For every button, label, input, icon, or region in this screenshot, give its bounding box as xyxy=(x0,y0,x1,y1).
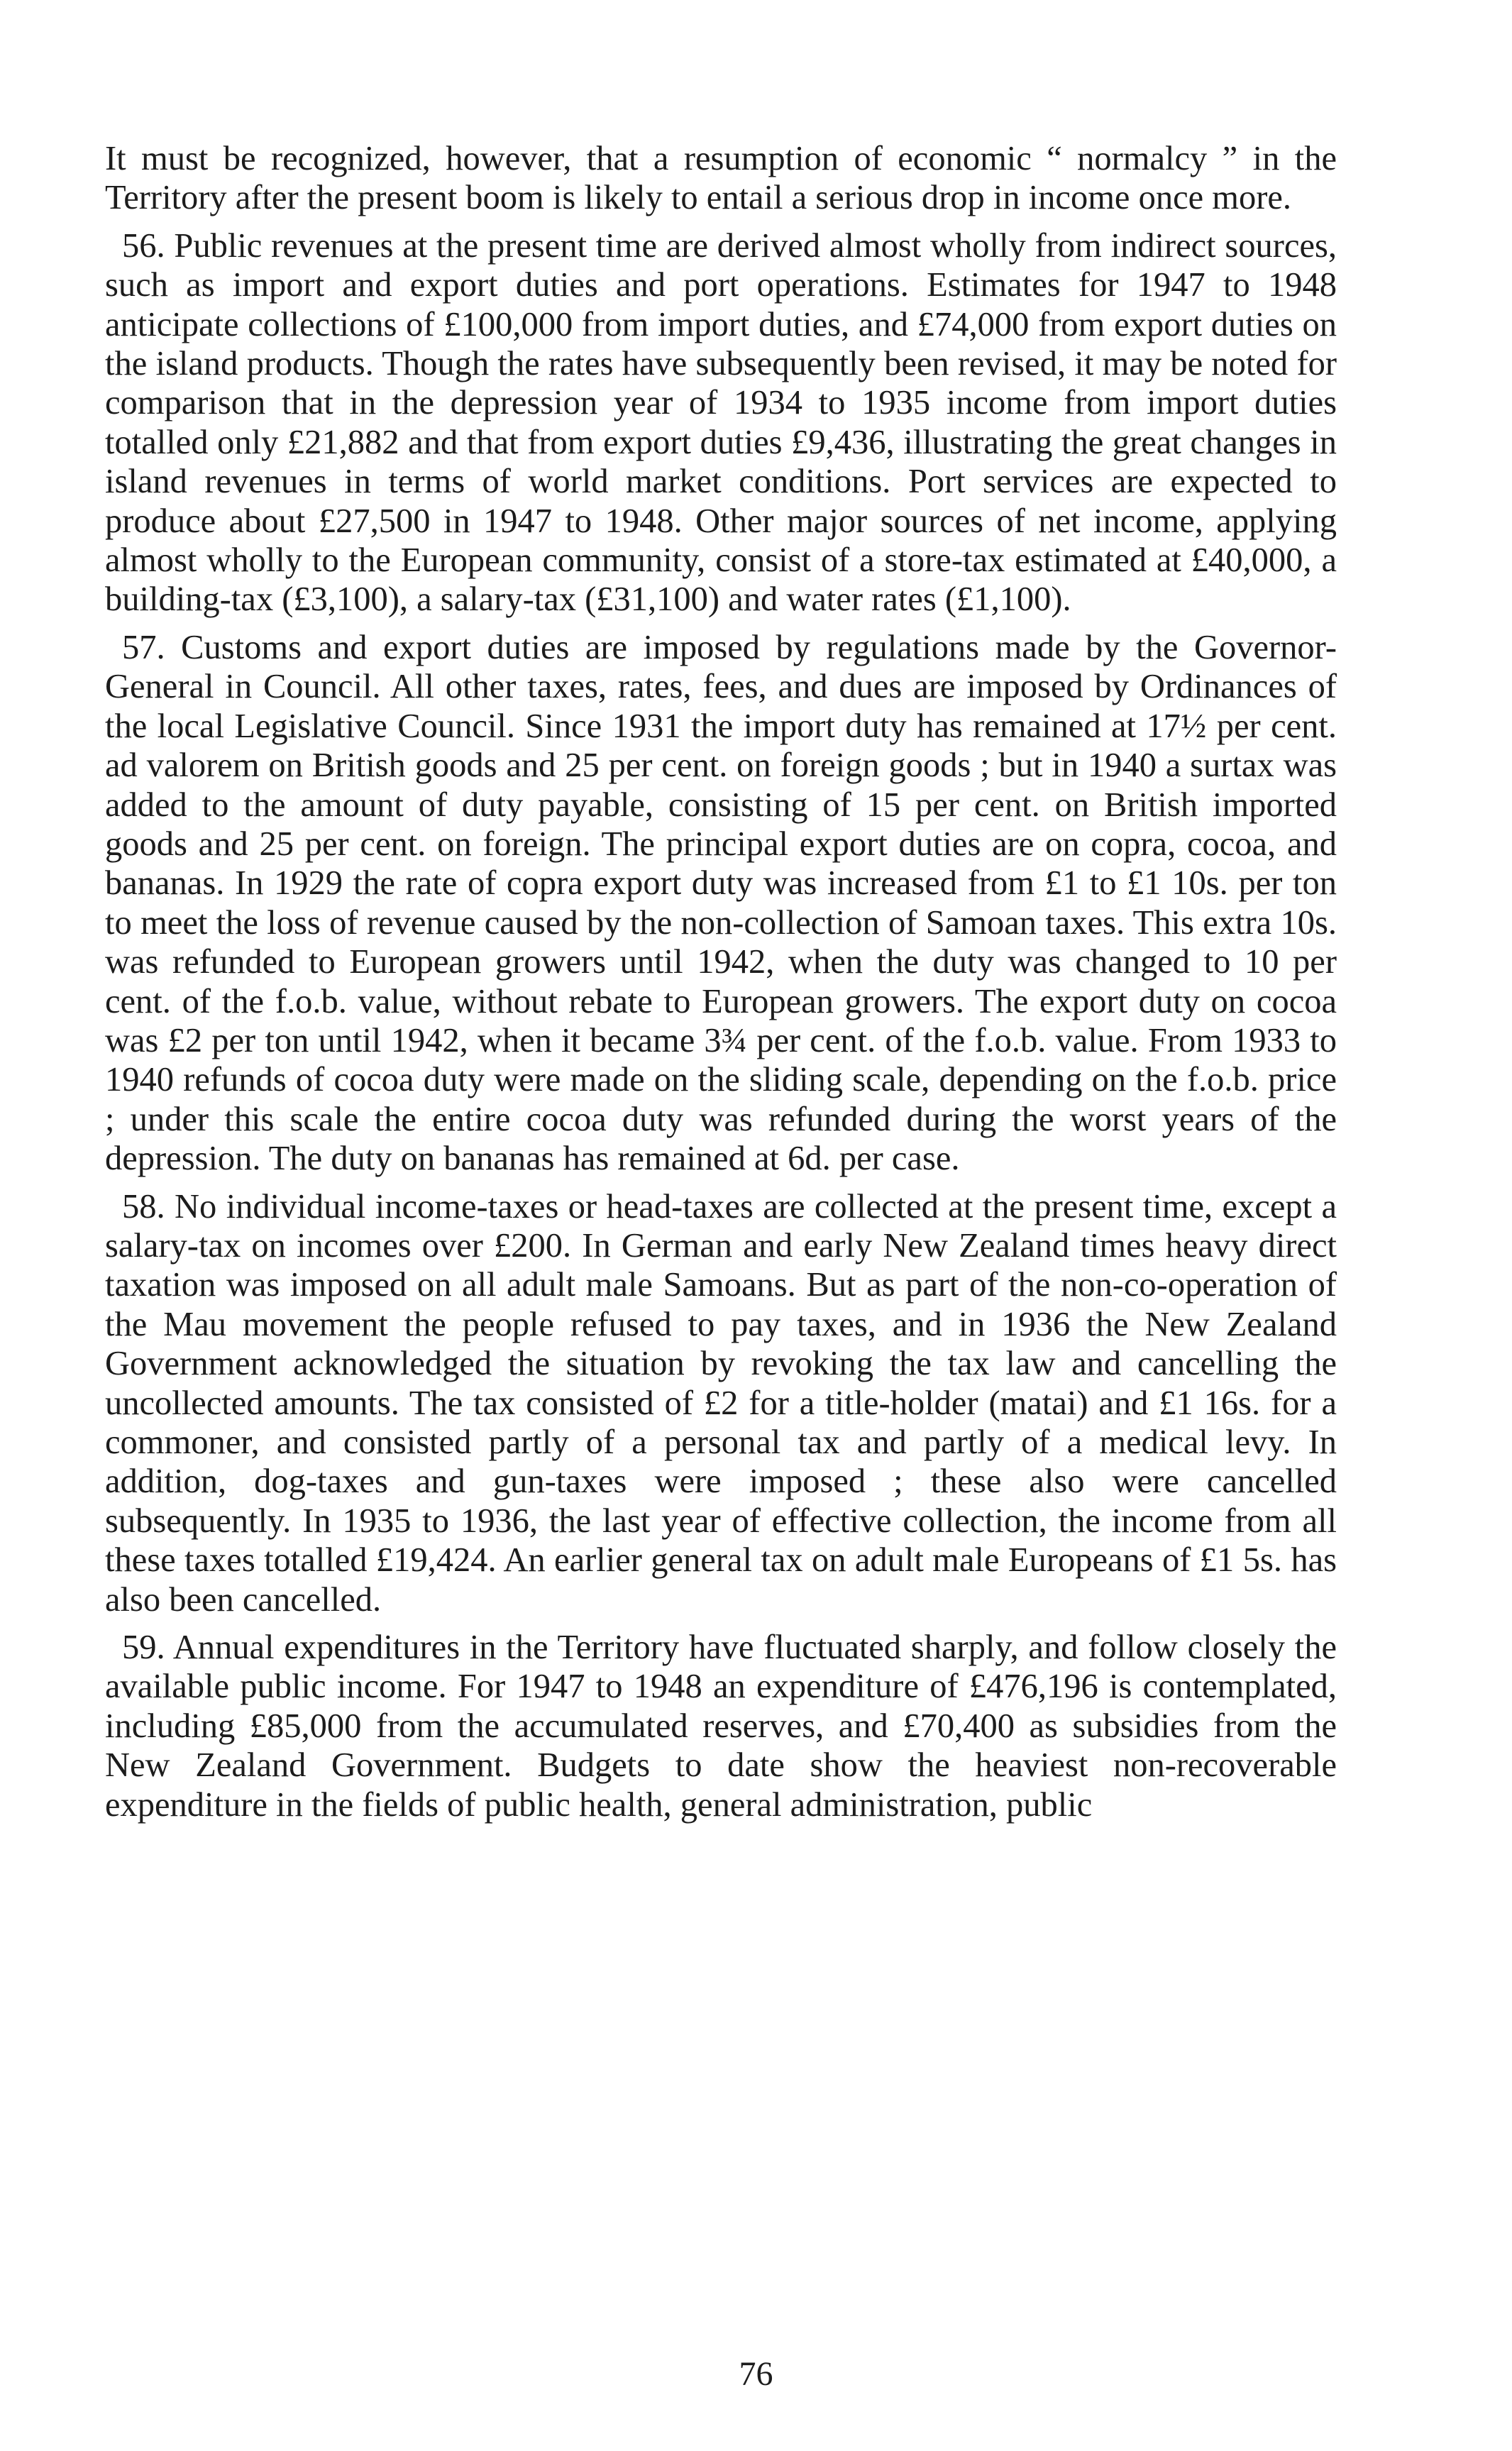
paragraph-continuation: It must be recognized, however, that a resumption of economic “ normalcy ” in the Territory after the present boom is likely to entail a serious drop in income once more. xyxy=(105,140,1337,217)
paragraph-59: 59. Annual expenditures in the Territory have fluctuated sharply, and follow closely the available public income. For 1947 to 1948 an expenditure of £476,196 is contemplated, including £85,000 from the accumulated reserves, and £70,400 as subsidies from the New Zealand Government. Budgets to date show the heaviest non-recoverable expenditure in the fields of public health, general administration, public xyxy=(105,1629,1337,1824)
page-number: 76 xyxy=(739,2355,773,2393)
paragraph-57: 57. Customs and export duties are imposed by regulations made by the Governor-General in Council. All other taxes, rates, fees, and dues are imposed by Ordinances of the local Legislative Council. Since 1931 the import duty has remained at 17½ per cent. ad valorem on British goods and 25 per cent. on foreign goods ; but in 1940 a surtax was added to the amount of duty payable, consisting of 15 per cent. on British imported goods and 25 per cent. on foreign. The principal export duties are on copra, cocoa, and bananas. In 1929 the rate of copra export duty was increased from £1 to £1 10s. per ton to meet the loss of revenue caused by the non-collection of Samoan taxes. This extra 10s. was refunded to European growers until 1942, when the duty was changed to 10 per cent. of the f.o.b. value, without rebate to European growers. The export duty on cocoa was £2 per ton until 1942, when it became 3¾ per cent. of the f.o.b. value. From 1933 to 1940 refunds of cocoa duty were made on the sliding scale, depending on the f.o.b. price ; under this scale the entire cocoa duty was refunded during the worst years of the depression. The duty on bananas has remained at 6d. per case. xyxy=(105,628,1337,1178)
paragraph-56: 56. Public revenues at the present time are derived almost wholly from indirect sources, such as import and export duties and port operations. Estimates for 1947 to 1948 anticipate collections of £100,000 from import duties, and £74,000 from export duties on the island products. Though the rates have subsequently been revised, it may be noted for comparison that in the depression year of 1934 to 1935 income from import duties totalled only £21,882 and that from export duties £9,436, illustrating the great changes in island revenues in terms of world market conditions. Port services are expected to produce about £27,500 in 1947 to 1948. Other major sources of net income, applying almost wholly to the European community, consist of a store-tax estimated at £40,000, a building-tax (£3,100), a salary-tax (£31,100) and water rates (£1,100). xyxy=(105,226,1337,619)
page-body xyxy=(105,139,1337,1824)
paragraph-58: 58. No individual income-taxes or head-taxes are collected at the present time, except a salary-tax on incomes over £200. In German and early New Zealand times heavy direct taxation was imposed on all adult male Samoans. But as part of the non-co-operation of the Mau movement the people refused to pay taxes, and in 1936 the New Zealand Government acknowledged the situation by revoking the tax law and cancelling the uncollected amounts. The tax consisted of £2 for a title-holder (matai) and £1 16s. for a commoner, and consisted partly of a personal tax and partly of a medical levy. In addition, dog-taxes and gun-taxes were imposed ; these also were cancelled subsequently. In 1935 to 1936, the last year of effective collection, the income from all these taxes totalled £19,424. An earlier general tax on adult male Europeans of £1 5s. has also been cancelled. xyxy=(105,1187,1337,1619)
